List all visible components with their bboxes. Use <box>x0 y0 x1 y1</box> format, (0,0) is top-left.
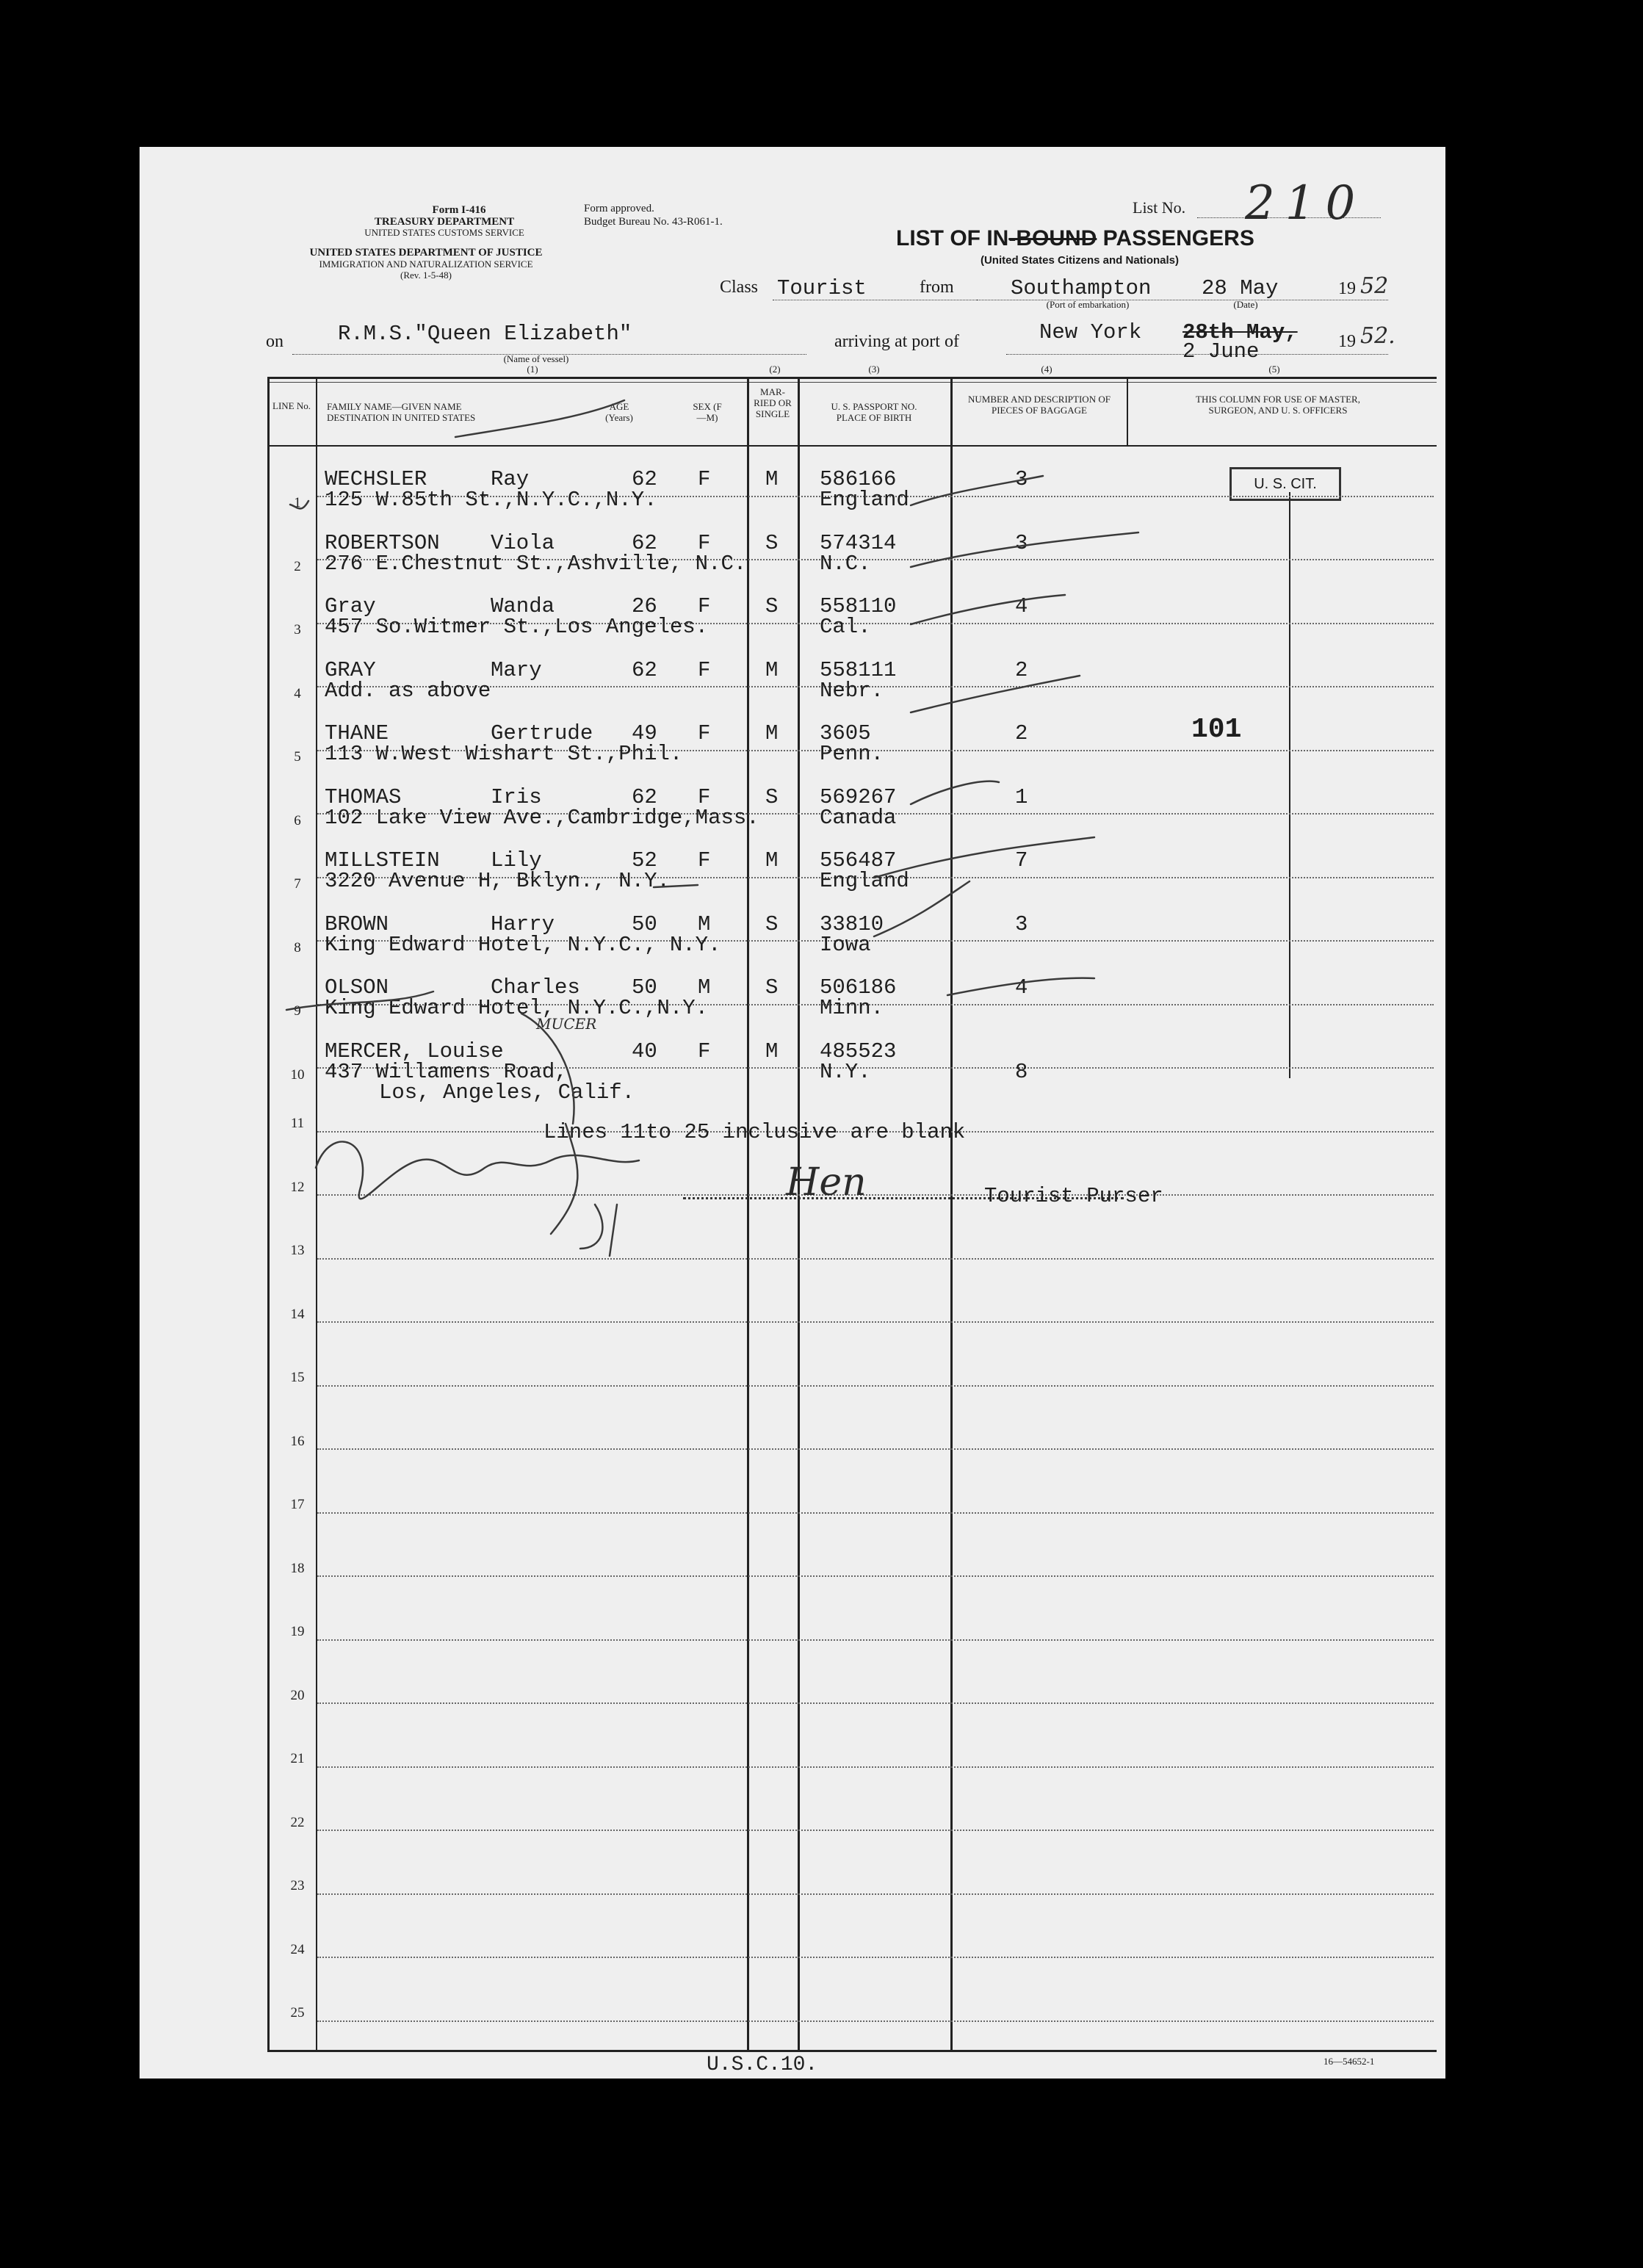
row-line-number: 1 <box>294 495 301 510</box>
on-label: on <box>266 332 284 351</box>
baggage-count: 8 <box>1015 1060 1028 1084</box>
row-line-number: 25 <box>290 2005 305 2020</box>
row-line-number: 13 <box>290 1243 305 1258</box>
row-line-number: 10 <box>290 1067 305 1083</box>
arrival-port: New York <box>1039 320 1142 344</box>
embarkation-date: 28 May <box>1202 276 1279 300</box>
given-name: Gertrude <box>491 721 593 745</box>
marital-status: M <box>765 467 779 491</box>
row-line-number: 4 <box>294 686 301 701</box>
age: 52 <box>632 848 657 873</box>
destination: 3220 Avenue H, Bklyn., N.Y. <box>325 869 670 893</box>
row-line-number: 6 <box>294 813 301 828</box>
from-label: from <box>920 278 954 297</box>
vessel-name: R.M.S."Queen Elizabeth" <box>338 322 632 346</box>
row-line-number: 7 <box>294 876 301 892</box>
sex: F <box>698 594 711 618</box>
marital-status: M <box>765 721 779 745</box>
col-num-3: (3) <box>868 364 880 375</box>
place-of-birth: Canada <box>820 806 897 830</box>
row-line-number: 2 <box>294 559 301 574</box>
list-no-label: List No. <box>1133 198 1186 217</box>
passport-number: 586166 <box>820 467 897 491</box>
family-name: ROBERTSON <box>325 531 440 555</box>
age: 62 <box>632 785 657 809</box>
place-of-birth: Nebr. <box>820 679 884 703</box>
row-line-number: 23 <box>290 1878 305 1893</box>
handwritten-annotation: MUCER <box>536 1015 597 1033</box>
destination: 437 Willamens Road, <box>325 1060 568 1084</box>
place-of-birth: Minn. <box>820 996 884 1020</box>
age: 50 <box>632 912 657 936</box>
arriving-label: arriving at port of <box>834 332 959 351</box>
header-age: AGE (Years) <box>605 401 633 423</box>
family-name: THANE <box>325 721 389 745</box>
family-name: OLSON <box>325 975 389 1000</box>
class-value: Tourist <box>777 276 867 300</box>
form-number: Form I-416 <box>432 204 486 216</box>
passport-number: 574314 <box>820 531 897 555</box>
title-post: PASSENGERS <box>1097 226 1254 250</box>
manifest-page <box>140 147 1445 2079</box>
year2-value: 52. <box>1360 323 1395 349</box>
row-line-number: 19 <box>290 1624 305 1639</box>
customs-label: UNITED STATES CUSTOMS SERVICE <box>364 227 524 238</box>
pencil-marks <box>140 147 1445 2079</box>
treasury-label: TREASURY DEPARTMENT <box>374 216 515 228</box>
destination: 113 W.West Wishart St.,Phil. <box>325 742 683 766</box>
place-of-birth: Cal. <box>820 615 871 639</box>
place-of-birth: England <box>820 488 909 512</box>
year2-prefix: 19 <box>1338 332 1356 351</box>
row-line-number: 18 <box>290 1561 305 1576</box>
us-citizen-stamp: U. S. CIT. <box>1229 467 1341 501</box>
sex: M <box>698 975 711 1000</box>
given-name: Viola <box>491 531 555 555</box>
list-no-value: 210 <box>1245 176 1366 231</box>
age: 49 <box>632 721 657 745</box>
header-married: MAR-RIED OR SINGLE <box>754 386 792 419</box>
destination: 276 E.Chestnut St.,Ashville, N.C. <box>325 552 747 576</box>
budget-bureau: Budget Bureau No. 43-R061-1. <box>584 216 723 228</box>
date-caption: (Date) <box>1233 299 1258 310</box>
print-code: 16—54652-1 <box>1324 2056 1375 2067</box>
justice-label: UNITED STATES DEPARTMENT OF JUSTICE <box>309 247 543 259</box>
sex: F <box>698 785 711 809</box>
destination: 457 So.Witmer St.,Los Angeles. <box>325 615 709 639</box>
arrival-date: 2 June <box>1182 339 1260 364</box>
passport-number: 569267 <box>820 785 897 809</box>
passport-number: 33810 <box>820 912 884 936</box>
port-caption: (Port of embarkation) <box>1046 299 1130 310</box>
marital-status: S <box>765 912 779 936</box>
embarkation-port: Southampton <box>1011 276 1152 300</box>
sex: F <box>698 467 711 491</box>
passport-number: 3605 <box>820 721 871 745</box>
header-baggage: NUMBER AND DESCRIPTION OF PIECES OF BAGGAGE <box>968 394 1111 416</box>
place-of-birth: N.C. <box>820 552 871 576</box>
family-name: MERCER, Louise <box>325 1039 504 1063</box>
age: 40 <box>632 1039 657 1063</box>
family-name: WECHSLER <box>325 467 427 491</box>
marital-status: M <box>765 1039 779 1063</box>
sex: F <box>698 658 711 682</box>
col-num-1: (1) <box>527 364 538 375</box>
header-officers: THIS COLUMN FOR USE OF MASTER, SURGEON, AND U. S. OFFICERS <box>1196 394 1360 416</box>
footer-form-code: U.S.C.10. <box>707 2054 818 2076</box>
place-of-birth: Iowa <box>820 933 871 957</box>
row-line-number: 3 <box>294 622 301 638</box>
margin-note: 101 <box>1191 714 1242 745</box>
row-line-number: 11 <box>290 1116 305 1131</box>
age: 50 <box>632 975 657 1000</box>
family-name: THOMAS <box>325 785 402 809</box>
marital-status: S <box>765 785 779 809</box>
header-line-no: LINE No. <box>272 400 311 411</box>
marital-status: S <box>765 594 779 618</box>
purser-label: Tourist Purser <box>984 1184 1163 1208</box>
given-name: Iris <box>491 785 542 809</box>
title-struck: -BOUND <box>1008 226 1097 250</box>
passport-number: 485523 <box>820 1039 897 1063</box>
age: 62 <box>632 658 657 682</box>
sex: F <box>698 531 711 555</box>
row-line-number: 8 <box>294 940 301 956</box>
purser-signature: Hen <box>786 1160 867 1205</box>
given-name: Charles <box>491 975 580 1000</box>
row-line-number: 14 <box>290 1307 305 1322</box>
age: 62 <box>632 467 657 491</box>
row-line-number: 5 <box>294 749 301 765</box>
header-passport: U. S. PASSPORT NO. PLACE OF BIRTH <box>831 401 917 423</box>
marital-status: S <box>765 531 779 555</box>
page-subtitle: (United States Citizens and Nationals) <box>980 254 1180 267</box>
row-line-number: 24 <box>290 1942 305 1957</box>
family-name: Gray <box>325 594 376 618</box>
destination-line-2: Los, Angeles, Calif. <box>379 1080 635 1105</box>
given-name: Wanda <box>491 594 555 618</box>
header-name-dest: FAMILY NAME—GIVEN NAME DESTINATION IN UNITED STATES <box>327 401 476 423</box>
place-of-birth: England <box>820 869 909 893</box>
baggage-count: 2 <box>1015 658 1028 682</box>
year-value: 52 <box>1360 273 1389 299</box>
revision-label: (Rev. 1-5-48) <box>400 270 452 281</box>
place-of-birth: Penn. <box>820 742 884 766</box>
baggage-count: 2 <box>1015 721 1028 745</box>
passport-number: 558110 <box>820 594 897 618</box>
baggage-count: 3 <box>1015 467 1028 491</box>
form-approved: Form approved. <box>584 203 654 214</box>
destination: King Edward Hotel, N.Y.C.,N.Y. <box>325 996 709 1020</box>
marital-status: S <box>765 975 779 1000</box>
destination: King Edward Hotel, N.Y.C., N.Y. <box>325 933 721 957</box>
baggage-count: 3 <box>1015 912 1028 936</box>
col-num-2: (2) <box>769 364 781 375</box>
row-line-number: 22 <box>290 1815 305 1830</box>
row-line-number: 9 <box>294 1003 301 1019</box>
passport-number: 506186 <box>820 975 897 1000</box>
age: 26 <box>632 594 657 618</box>
place-of-birth: N.Y. <box>820 1060 871 1084</box>
marital-status: M <box>765 658 779 682</box>
given-name: Lily <box>491 848 542 873</box>
family-name: BROWN <box>325 912 389 936</box>
title-pre: LIST OF IN <box>896 226 1009 250</box>
baggage-count: 4 <box>1015 975 1028 1000</box>
year-prefix: 19 <box>1338 279 1356 298</box>
row-line-number: 20 <box>290 1688 305 1703</box>
destination: Add. as above <box>325 679 491 703</box>
family-name: MILLSTEIN <box>325 848 440 873</box>
baggage-count: 1 <box>1015 785 1028 809</box>
class-label: Class <box>720 278 759 297</box>
row-line-number: 15 <box>290 1370 305 1385</box>
baggage-count: 7 <box>1015 848 1028 873</box>
blank-lines-note: Lines 11to 25 inclusive are blank <box>544 1120 966 1144</box>
baggage-count: 3 <box>1015 531 1028 555</box>
passport-number: 558111 <box>820 658 897 682</box>
sex: F <box>698 1039 711 1063</box>
family-name: GRAY <box>325 658 376 682</box>
passport-number: 556487 <box>820 848 897 873</box>
destination: 125 W.85th St.,N.Y.C.,N.Y. <box>325 488 657 512</box>
row-line-number: 21 <box>290 1751 305 1766</box>
baggage-count: 4 <box>1015 594 1028 618</box>
age: 62 <box>632 531 657 555</box>
sex: F <box>698 721 711 745</box>
marital-status: M <box>765 848 779 873</box>
arrival-date-struck: 28th May, <box>1182 320 1298 344</box>
sex: F <box>698 848 711 873</box>
row-line-number: 12 <box>290 1180 305 1195</box>
col-num-5: (5) <box>1268 364 1280 375</box>
vessel-caption: (Name of vessel) <box>503 353 569 364</box>
given-name: Harry <box>491 912 555 936</box>
destination: 102 Lake View Ave.,Cambridge,Mass. <box>325 806 759 830</box>
header-sex: SEX (F—M) <box>693 401 722 423</box>
row-line-number: 16 <box>290 1434 305 1449</box>
given-name: Mary <box>491 658 542 682</box>
ins-label: IMMIGRATION AND NATURALIZATION SERVICE <box>319 259 533 270</box>
sex: M <box>698 912 711 936</box>
row-line-number: 17 <box>290 1497 305 1512</box>
given-name: Ray <box>491 467 530 491</box>
col-num-4: (4) <box>1041 364 1052 375</box>
